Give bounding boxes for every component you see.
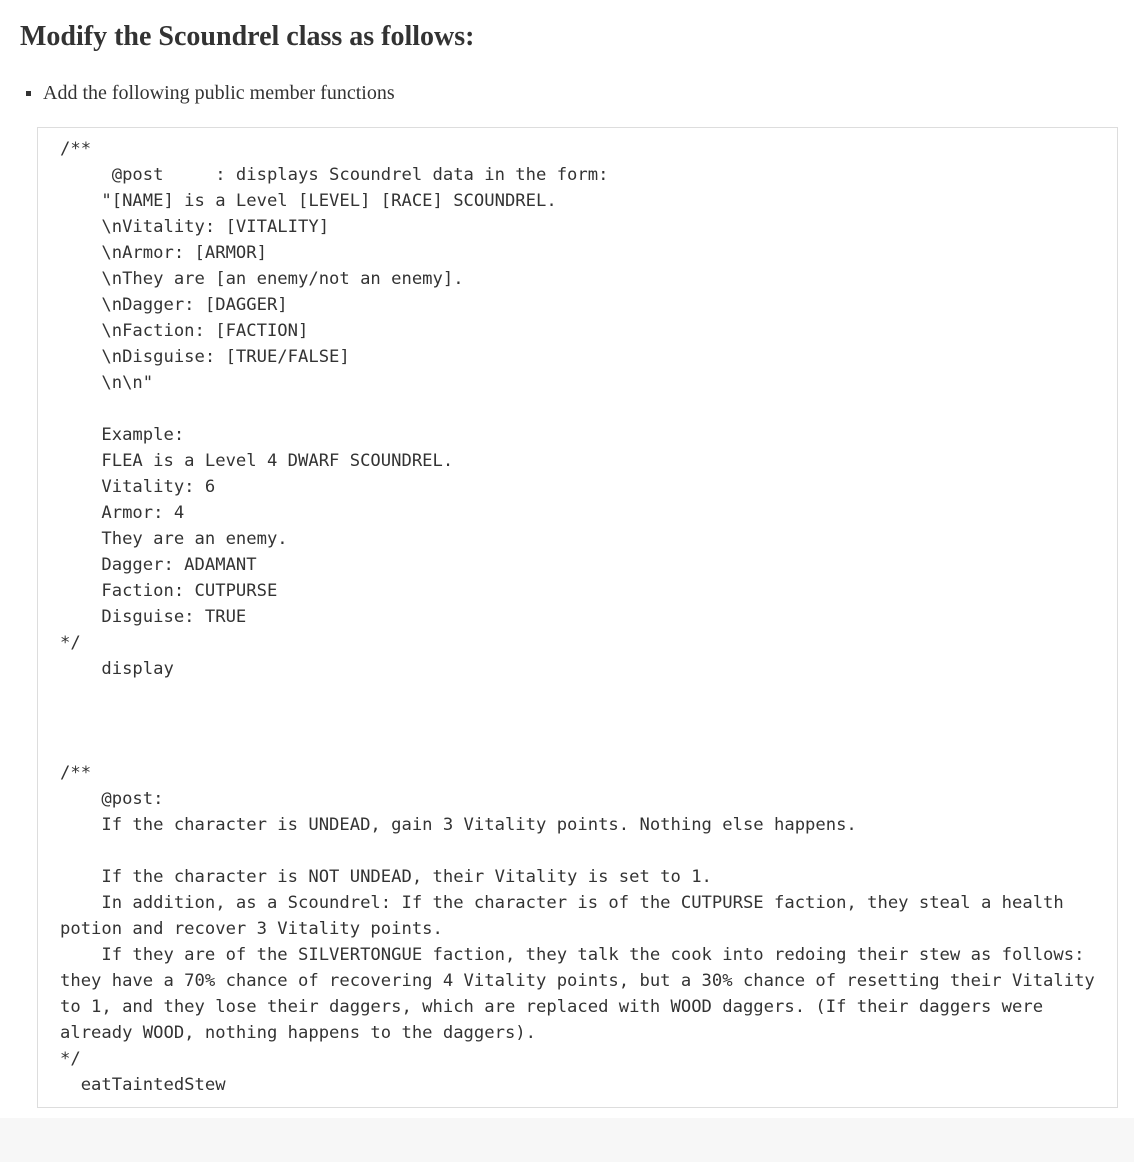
page-footer-shade [0,1118,1134,1162]
list-item-text: Add the following public member functions [43,82,395,104]
section-heading: Modify the Scoundrel class as follows: [20,21,475,52]
bullet-list [0,78,395,108]
square-bullet-icon [26,91,31,96]
list-item [0,78,395,108]
code-block [37,127,1118,1108]
code-text: /** @post : displays Scoundrel data in the form: "[NAME] is a Level [LEVEL] [RACE] SCOUNDREL. \nVitality: [VITALITY] \nArmor: [ARMOR] \nThey are [an enemy/not an enemy]. \nDagger: [DAGGER] \nFaction: [FACTION] \nDisguise: [TRUE/FALSE] \n\n" Example: FLEA is a Level 4 DWARF SCOUNDREL. Vitality: 6 Armor: 4 They are an enemy. Dagger: ADAMANT Faction: CUTPURSE Disguise: TRUE */ display /** @post: If the character is UNDEAD, gain 3 Vitality points. Nothing else happens. If the character is NOT UNDEAD, their Vitality is set to 1. In addition, as a Scoundrel: If the character is of the CUTPURSE faction, they steal a health potion and recover 3 Vitality points. If they are of the SILVERTONGUE faction, they talk the cook into redoing their stew as follows: they have a 70% chance of recovering 4 Vitality points, but a 30% chance of resetting their Vitality to 1, and they lose their daggers, which are replaced with WOOD daggers. (If their daggers were already WOOD, nothing happens to the daggers). */ eatTaintedStew [60,139,1095,1095]
